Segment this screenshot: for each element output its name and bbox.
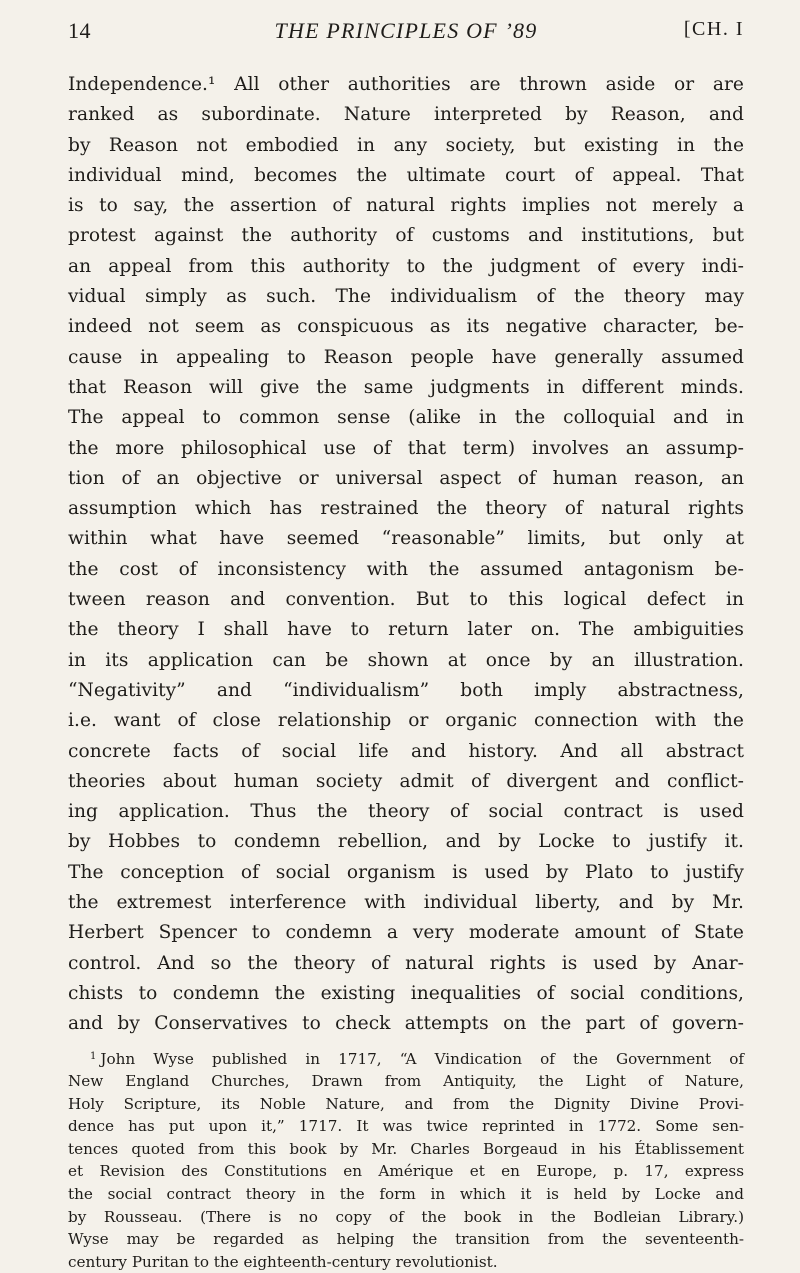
body-line: chists to condemn the existing inequalities of social conditions, <box>68 979 744 1009</box>
body-text <box>68 70 744 1040</box>
body-line: tween reason and convention. But to this logical defect in <box>68 585 744 615</box>
body-line: vidual simply as such. The individualism of the theory may <box>68 282 744 312</box>
body-line: i.e. want of close relationship or organic connection with the <box>68 706 744 736</box>
body-line: that Reason will give the same judgments in different minds. <box>68 373 744 403</box>
body-line: indeed not seem as conspicuous as its negative character, be- <box>68 312 744 342</box>
footnote-line: John Wyse published in 1717, “A Vindication of the Government of <box>100 1050 744 1068</box>
book-page <box>68 14 744 1273</box>
body-line: within what have seemed “reasonable” limits, but only at <box>68 524 744 554</box>
footnote <box>68 1048 744 1273</box>
body-line: Herbert Spencer to condemn a very moderate amount of State <box>68 918 744 948</box>
body-line: the extremest interference with individual liberty, and by Mr. <box>68 888 744 918</box>
footnote-line: dence has put upon it,” 1717. It was twice reprinted in 1772. Some sen- <box>68 1115 744 1138</box>
body-line: ranked as subordinate. Nature interpreted by Reason, and <box>68 100 744 130</box>
body-line: assumption which has restrained the theory of natural rights <box>68 494 744 524</box>
footnote-line: Wyse may be regarded as helping the transition from the seventeenth- <box>68 1228 744 1251</box>
body-line: tion of an objective or universal aspect of human reason, an <box>68 464 744 494</box>
page-number: 14 <box>68 18 91 44</box>
body-line: protest against the authority of customs and institutions, but <box>68 221 744 251</box>
body-line: in its application can be shown at once by an illustration. <box>68 646 744 676</box>
body-line: is to say, the assertion of natural rights implies not merely a <box>68 191 744 221</box>
body-line: the theory I shall have to return later on. The ambiguities <box>68 615 744 645</box>
body-line: an appeal from this authority to the judgment of every indi- <box>68 252 744 282</box>
footnote-line: New England Churches, Drawn from Antiquity, the Light of Nature, <box>68 1070 744 1093</box>
footnote-line: et Revision des Constitutions en Amérique et en Europe, p. 17, express <box>68 1160 744 1183</box>
body-line: and by Conservatives to check attempts on the part of govern- <box>68 1009 744 1039</box>
body-line: the more philosophical use of that term) involves an assump- <box>68 434 744 464</box>
body-line: individual mind, becomes the ultimate court of appeal. That <box>68 161 744 191</box>
chapter-marker: [CH. I <box>684 18 744 41</box>
body-line: control. And so the theory of natural rights is used by Anar- <box>68 949 744 979</box>
body-line: by Hobbes to condemn rebellion, and by Locke to justify it. <box>68 827 744 857</box>
body-line: concrete facts of social life and history. And all abstract <box>68 737 744 767</box>
body-line: Independence.¹ All other authorities are thrown aside or are <box>68 70 744 100</box>
body-line: ing application. Thus the theory of social contract is used <box>68 797 744 827</box>
body-line: theories about human society admit of divergent and conflict- <box>68 767 744 797</box>
footnote-line: tences quoted from this book by Mr. Charles Borgeaud in his Établissement <box>68 1138 744 1161</box>
running-head <box>68 14 744 50</box>
footnote-line: the social contract theory in the form in which it is held by Locke and <box>68 1183 744 1206</box>
body-line: “Negativity” and “individualism” both imply abstractness, <box>68 676 744 706</box>
body-line: The conception of social organism is used by Plato to justify <box>68 858 744 888</box>
running-title: THE PRINCIPLES OF ’89 <box>68 18 744 44</box>
body-line: The appeal to common sense (alike in the colloquial and in <box>68 403 744 433</box>
footnote-marker: 1 <box>90 1051 96 1062</box>
footnote-line: by Rousseau. (There is no copy of the book in the Bodleian Library.) <box>68 1206 744 1229</box>
footnote-line: century Puritan to the eighteenth-century revolutionist. <box>68 1251 744 1273</box>
footnote-line-first <box>68 1048 744 1071</box>
body-line: cause in appealing to Reason people have generally assumed <box>68 343 744 373</box>
footnote-line: Holy Scripture, its Noble Nature, and from the Dignity Divine Provi- <box>68 1093 744 1116</box>
body-line: the cost of inconsistency with the assumed antagonism be- <box>68 555 744 585</box>
body-line: by Reason not embodied in any society, but existing in the <box>68 131 744 161</box>
